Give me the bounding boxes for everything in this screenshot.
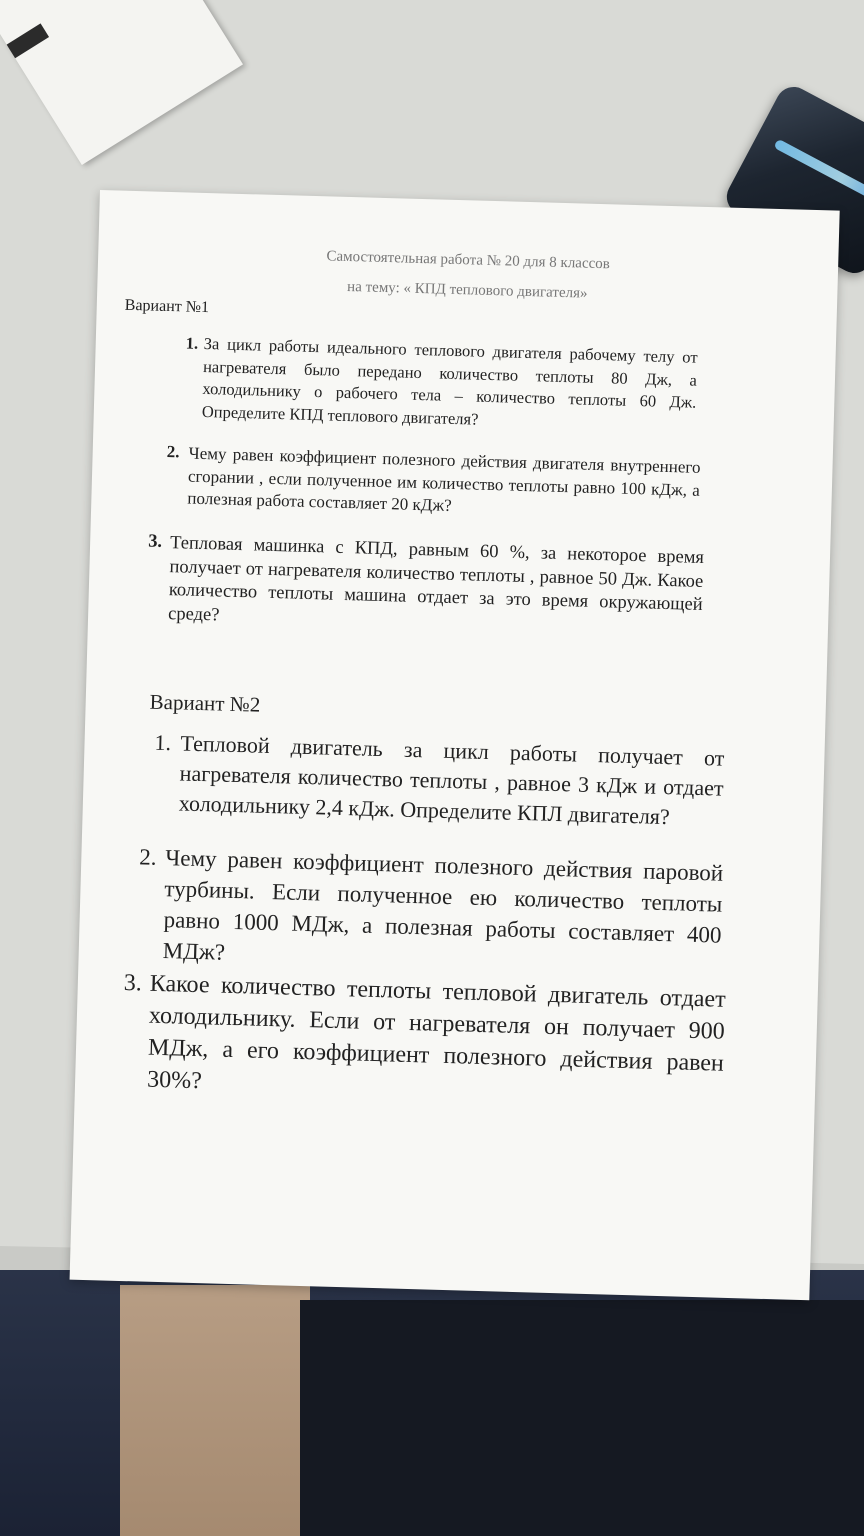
background-paper-sheet (0, 0, 243, 165)
task-number: 1. (185, 333, 199, 353)
variant-2-task-3 (121, 967, 726, 1112)
task-text: Тепловой двигатель за цикл работы получает от нагревателя количество теплоты , равное 3 кДж и отдает холодильнику 2,4 кДж. Определите КПЛ двигателя? (178, 730, 725, 830)
wooden-floor-patch (120, 1285, 310, 1536)
task-text: Чему равен коэффициент полезного действия двигателя внутреннего сгорании , если полученное им количество теплоты равно 100 кДж, а полезная работа составляет 20 кДж? (187, 443, 701, 515)
task-number: 1. (154, 729, 172, 756)
variant-2-task-2 (136, 841, 723, 981)
task-text: Какое количество теплоты тепловой двигатель отдает холодильнику. Если от нагревателя он получает 900 МДж, а его коэффициент полезного действия равен 30%? (146, 970, 726, 1095)
task-number: 2. (139, 844, 157, 870)
task-text: За цикл работы идеального теплового двигателя рабочему телу от нагревателя было передано количество теплоты 80 Дж, а холодильнику о рабочего тела – количество теплоты 60 Дж. Определите КПД теплового двигателя? (201, 333, 698, 429)
variant-2-task-1 (152, 728, 724, 834)
task-number: 3. (147, 531, 163, 552)
background-paper-dark-strip (7, 23, 49, 58)
task-text: Тепловая машинка с КПД, равным 60 %, за некоторое время получает от нагревателя количество теплоты , равное 50 Дж. Какое количество теплоты машина отдает за это время окружающей среде? (167, 533, 705, 625)
variant-2-title: Вариант №2 (149, 689, 261, 717)
dark-cloth-background (300, 1300, 864, 1536)
variant-1-title: Вариант №1 (124, 296, 210, 317)
worksheet-topic: на тему: « КПД теплового двигателя» (346, 278, 588, 302)
task-text: Чему равен коэффициент полезного действия паровой турбины. Если полученное ею количество теплоты равно 1000 МДж, а полезная работы составляет 400 МДж? (162, 845, 724, 965)
variant-1-task-2 (165, 442, 701, 524)
worksheet-title: Самостоятельная работа № 20 для 8 классов (326, 248, 611, 273)
variant-1-task-3 (146, 531, 704, 640)
worksheet-paper (70, 190, 840, 1300)
task-number: 2. (166, 441, 180, 462)
task-number: 3. (123, 969, 143, 997)
variant-1-task-1 (184, 332, 698, 436)
